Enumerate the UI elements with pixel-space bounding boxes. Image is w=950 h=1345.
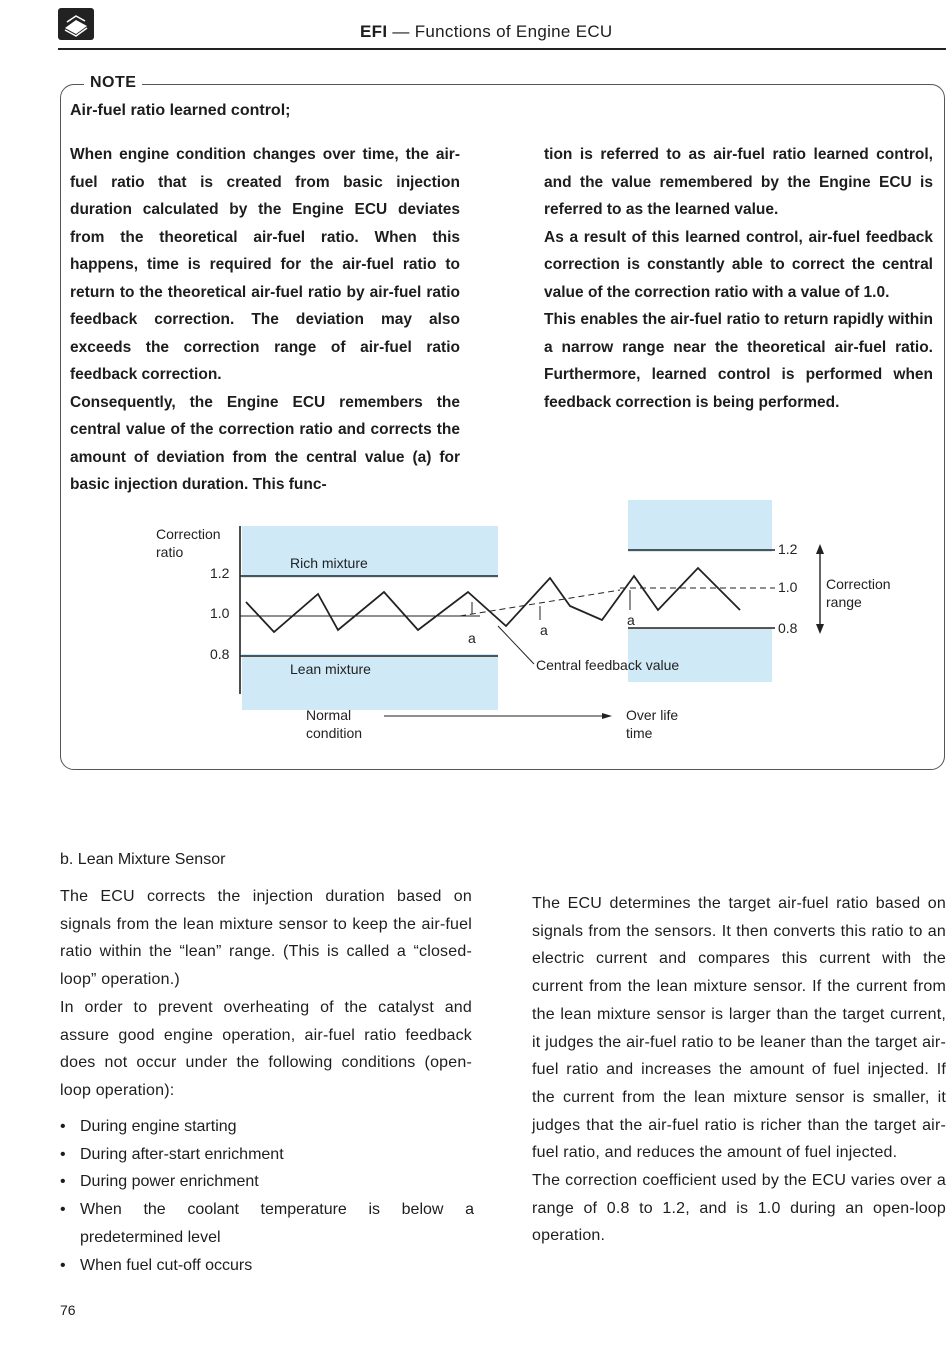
page-title [360,22,612,42]
right-tick-1-2: 1.2 [778,541,798,557]
over-life-label: time [626,725,653,741]
tick-label-1-2: 1.2 [210,565,230,581]
range-arrow-head-bottom [816,624,824,634]
page-number: 76 [60,1302,76,1318]
list-item: • During engine starting [60,1113,474,1141]
learned-control-diagram [150,498,930,758]
body-paragraph: The ECU determines the target air-fuel ratio based on signals from the sensors. It then converts this ratio to an electric current and compares this current with the current from the lean mixture sensor. If the current from the lean mixture sensor is larger than the target current, it judges the air-fuel ratio to be leaner than the target air-fuel ratio and increases the amount of fuel injected. If the current from the lean mixture sensor is smaller, it judges that the air-fuel ratio is richer than the target air-fuel ratio, and reduces the amount of fuel injected. [532,895,946,1162]
deviation-a-label: a [468,630,476,646]
correction-range-label: Correction [826,576,891,592]
central-value-pointer [498,626,534,664]
range-arrow-head-top [816,544,824,554]
list-item: • During after-start enrichment [60,1141,474,1169]
header-divider [58,48,946,50]
note-right-column [544,141,933,416]
time-arrow-head [602,713,612,719]
normal-condition-label: Normal [306,707,352,723]
correction-range-label: range [826,594,862,610]
note-paragraph: tion is referred to as air-fuel ratio learned control, and the value remembered by the Engine ECU is referred to as the learned value. [544,146,933,218]
body-paragraph: The ECU corrects the injection duration based on signals from the lean mixture sensor to keep the air-fuel ratio within the “lean” range. (This is called a “closed-loop” operation.) [60,888,472,989]
body-paragraph: In order to prevent overheating of the catalyst and assure good engine operation, air-fuel ratio feedback does not occur under the following conditions (open-loop operation): [60,998,472,1099]
tick-label-0-8: 0.8 [210,646,230,662]
section-left-column [60,883,472,1105]
right-tick-0-8: 0.8 [778,620,798,636]
section-title: b. Lean Mixture Sensor [60,851,226,868]
list-item: • When the coolant temperature is below a predetermined level [60,1196,474,1251]
note-subtitle: Air-fuel ratio learned control; [70,102,291,119]
list-item: • During power enrichment [60,1168,474,1196]
page-title-rest: — Functions of Engine ECU [387,22,613,41]
deviation-a-label: a [627,612,635,628]
note-paragraph: As a result of this learned control, air-fuel feedback correction is constantly able to correct the central value of the correction ratio with a value of 1.0. [544,228,933,301]
section-right-column [532,890,946,1250]
normal-condition-label: condition [306,725,363,741]
note-paragraph: This enables the air-fuel ratio to return rapidly within a narrow range near the theoretical air-fuel ratio. Furthermore, learned control is performed when feedback correction is being performed. [544,311,933,411]
rich-mixture-label: Rich mixture [290,555,368,571]
note-left-column [70,141,460,499]
rich-band-normal [242,526,498,578]
central-feedback-label: Central feedback value [536,657,680,673]
open-loop-conditions-list [60,1113,474,1279]
deviation-a-label: a [540,622,548,638]
note-paragraph: Consequently, the Engine ECU remembers the central value of the correction ratio and corrects the amount of deviation from the central value (a) for basic injection duration. This func- [70,393,460,493]
note-label: NOTE [84,74,142,92]
book-icon [58,8,94,40]
right-tick-1-0: 1.0 [778,579,798,595]
y-axis-label: ratio [156,544,184,560]
note-paragraph: When engine condition changes over time, the air-fuel ratio that is created from basic injection duration calculated by the Engine ECU deviates from the theoretical air-fuel ratio. When this happens, time is required for the air-fuel ratio to return to the theoretical air-fuel ratio by air-fuel ratio feedback correction. The deviation may also exceeds the correction range of air-fuel ratio feedback correction. [70,146,460,383]
rich-band-overlife [628,500,772,552]
y-axis-label: Correction [156,526,221,542]
page-title-bold: EFI [360,22,388,41]
list-item: • When fuel cut-off occurs [60,1252,474,1280]
lean-mixture-label: Lean mixture [290,661,371,677]
tick-label-1-0: 1.0 [210,605,230,621]
over-life-label: Over life [626,707,679,723]
lean-band-overlife [628,628,772,682]
body-paragraph: The correction coefficient used by the ECU varies over a range of 0.8 to 1.2, and is 1.0 during an open-loop operation. [532,1172,946,1245]
